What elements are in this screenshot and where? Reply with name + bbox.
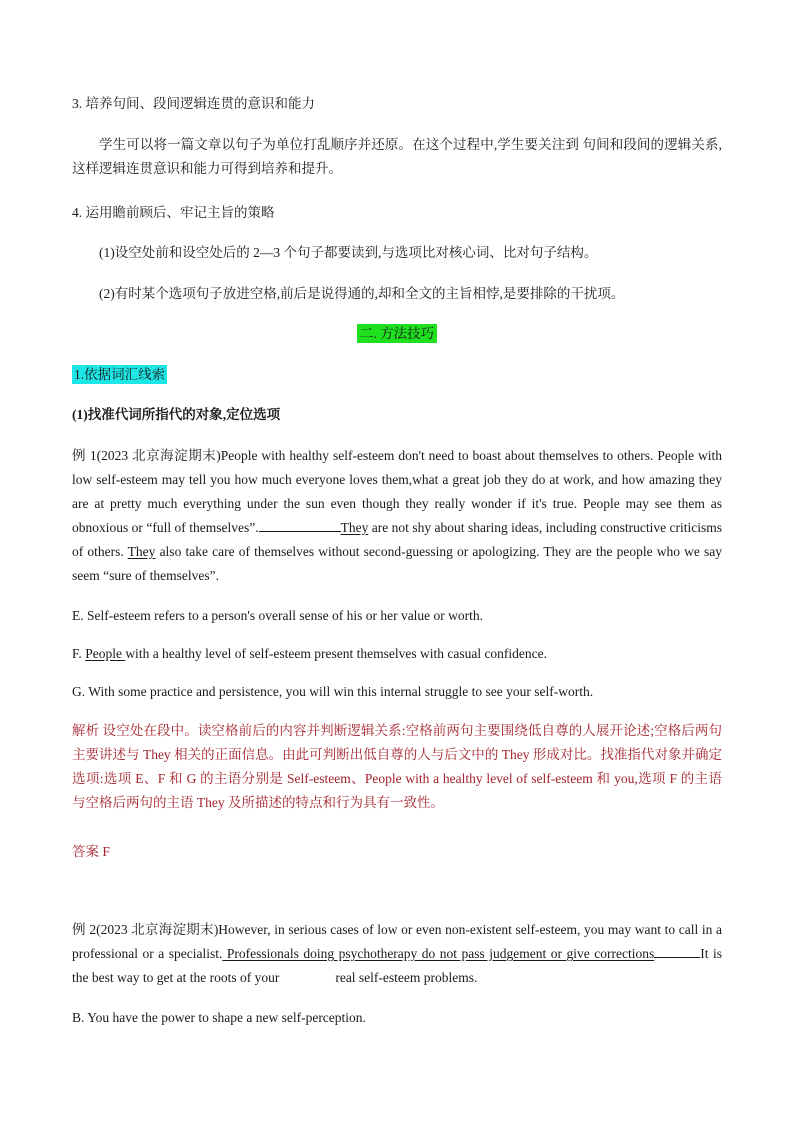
example-1-option-g: G. With some practice and persistence, you will win this internal struggle to see your self-worth.: [72, 684, 594, 699]
example-1-they-underlined-1: They: [340, 520, 369, 535]
tip-1-label-row: [72, 363, 722, 387]
example-1-text-a: 例 1(2023 北京海淀期末)People with healthy self-esteem don't need to boast about themselves to others. People with low self-esteem may tell you how much everyone loves them,what a great job they do at work, and how amazing they are at pretty much everything under the sun even though they really wonder if it's true. People may see them as obnoxious or “full of themselves”.: [72, 448, 722, 535]
example-1-analysis: 解析 设空处在段中。读空格前后的内容并判断逻辑关系:空格前两句主要围绕低自尊的人展开论述;空格后两句主要讲述与 They 相关的正面信息。由此可判断出低自尊的人与后文中的 They 形成对比。找准指代对象并确定选项:选项 E、F 和 G 的主语分别是 Self-esteem、People with a healthy level of self-esteem 和 you,选项 F 的主语与空格后两句的主语 They 及所描述的特点和行为具有一致性。: [72, 723, 722, 810]
section-4-item-1: (1)设空处前和设空处后的 2—3 个句子都要读到,与选项比对核心词、比对句子结构。: [99, 245, 598, 260]
section-4-item-2: (2)有时某个选项句子放进空格,前后是说得通的,却和全文的主旨相悖,是要排除的干扰项。: [99, 286, 625, 301]
example-1-text-b: are not shy about sharing ideas, including constructive criticisms of others.: [72, 520, 723, 559]
example-2-passage: [72, 918, 722, 990]
option-f-rest: with a healthy level of self-esteem present themselves with casual confidence.: [125, 646, 548, 661]
tip-1-subheading: (1)找准代词所指代的对象,定位选项: [72, 407, 281, 422]
example-2-option-b: B. You have the power to shape a new self-perception.: [72, 1010, 366, 1025]
example-1-blank: [259, 517, 341, 532]
example-1-option-f: [72, 642, 722, 666]
example-2-text-b: It is the best way to get at the roots of your: [72, 946, 722, 985]
example-2-text-a: 例 2(2023 北京海淀期末)However, in serious cases of low or even non-existent self-esteem, you may want to call in a professional or a specialist.: [72, 922, 722, 961]
section-3-heading: 3. 培养句间、段间逻辑连贯的意识和能力: [72, 96, 315, 111]
example-2-text-c: real self-esteem problems.: [335, 970, 478, 985]
section-3-body: 学生可以将一篇文章以句子为单位打乱顺序并还原。在这个过程中,学生要关注到 句间和段间的逻辑关系,这样逻辑连贯意识和能力可得到培养和提升。: [72, 137, 722, 176]
example-2-blank: [654, 943, 700, 958]
example-1-answer: 答案 F: [72, 844, 110, 859]
section-4-heading: 4. 运用瞻前顾后、牢记主旨的策略: [72, 205, 275, 220]
tip-1-label: 1.依据词汇线索: [74, 367, 166, 382]
example-1-text-c: also take care of themselves without second-guessing or apologizing. They are the people who we say seem “sure of themselves”.: [72, 544, 722, 583]
example-1-passage: [72, 444, 722, 588]
example-1-they-underlined-2: They: [127, 544, 156, 559]
example-1-option-e: E. Self-esteem refers to a person's overall sense of his or her value or worth.: [72, 608, 484, 623]
option-f-people-underlined: People: [85, 646, 126, 661]
example-2-underlined-sentence: Professionals doing psychotherapy do not pass judgement or give corrections: [222, 946, 655, 961]
option-f-prefix: F.: [72, 646, 86, 661]
part-2-title-row: [0, 322, 794, 346]
part-2-title: 二. 方法技巧: [357, 324, 437, 343]
